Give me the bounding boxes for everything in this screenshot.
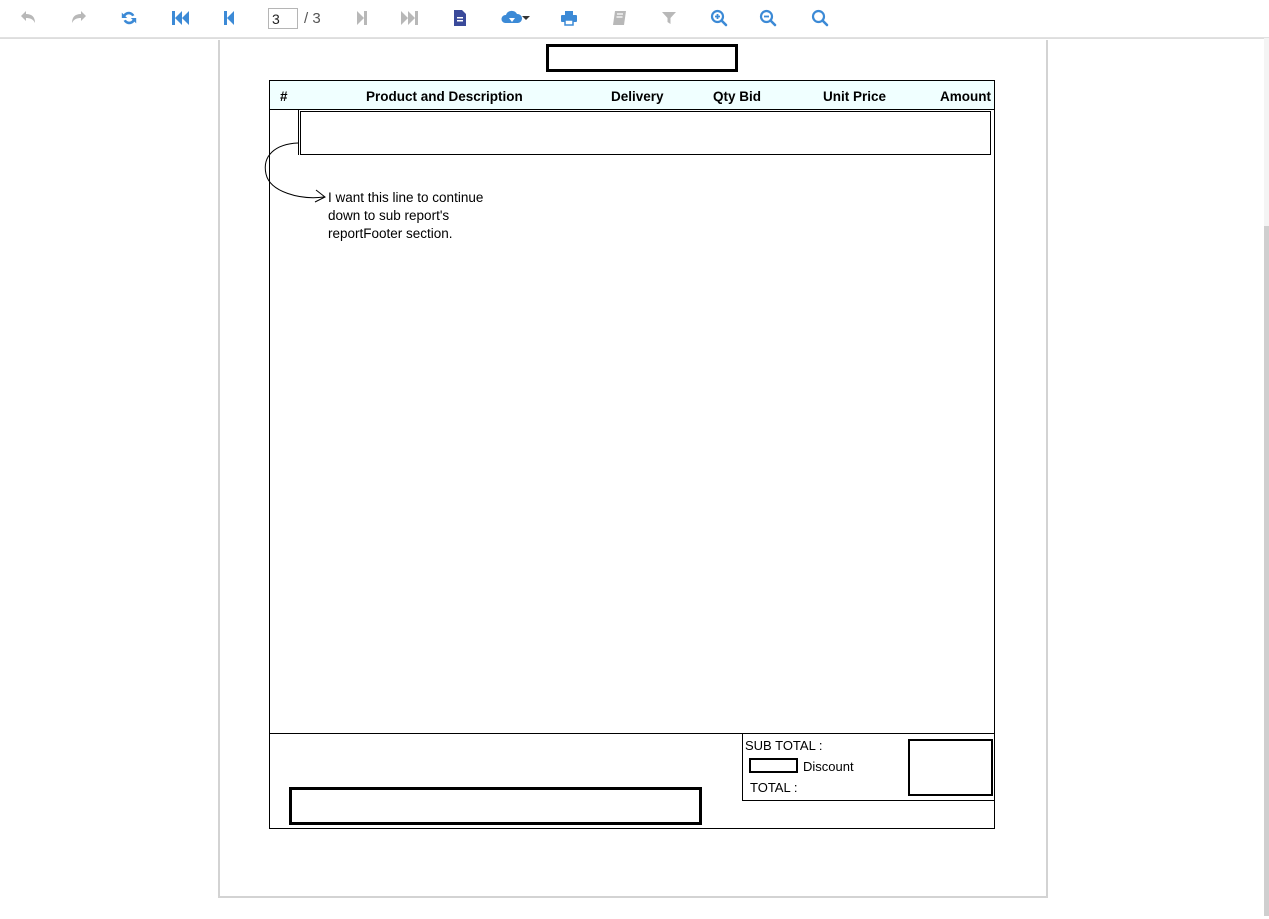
annotation-line: reportFooter section.	[328, 226, 453, 241]
annotation-arrow-icon	[260, 140, 335, 210]
total-label: TOTAL :	[750, 780, 798, 795]
column-header-product: Product and Description	[366, 89, 523, 104]
redo-button[interactable]	[67, 6, 91, 30]
next-page-button[interactable]	[350, 6, 374, 30]
column-header-qty-bid: Qty Bid	[713, 89, 762, 104]
table-header-row	[270, 81, 994, 110]
zoom-out-button[interactable]	[756, 6, 780, 30]
export-icon	[501, 9, 533, 27]
first-page-icon	[170, 9, 190, 27]
next-page-icon	[354, 9, 370, 27]
zoom-button[interactable]	[808, 6, 832, 30]
last-page-button[interactable]	[398, 6, 422, 30]
annotation-line: down to sub report's	[328, 208, 450, 223]
parameters-icon	[661, 10, 677, 26]
subtotal-label: SUB TOTAL :	[745, 738, 823, 753]
print-icon	[560, 9, 578, 27]
first-page-button[interactable]	[168, 6, 192, 30]
refresh-icon	[120, 9, 138, 27]
redacted-title-box	[546, 44, 738, 72]
discount-label: Discount	[803, 759, 854, 774]
column-header-number: #	[280, 89, 288, 104]
column-header-amount: Amount	[940, 89, 991, 104]
document-map-icon	[452, 9, 468, 27]
page-total: / 3	[304, 10, 321, 27]
print-layout-button[interactable]	[608, 6, 632, 30]
annotation-line: I want this line to continue	[328, 190, 484, 205]
redacted-discount-value	[749, 758, 798, 773]
annotation-text	[328, 189, 518, 243]
last-page-icon	[400, 9, 420, 27]
column-header-unit-price: Unit Price	[823, 89, 887, 104]
print-layout-icon	[611, 9, 629, 27]
report-viewer-toolbar	[0, 0, 1269, 38]
refresh-button[interactable]	[117, 6, 141, 30]
undo-icon	[18, 8, 38, 28]
page-number-input[interactable]	[268, 8, 298, 29]
previous-page-icon	[221, 9, 237, 27]
previous-page-button[interactable]	[217, 6, 241, 30]
undo-button[interactable]	[16, 6, 40, 30]
zoom-in-icon	[710, 9, 728, 27]
column-header-delivery: Delivery	[611, 89, 664, 104]
zoom-in-button[interactable]	[707, 6, 731, 30]
redo-icon	[69, 8, 89, 28]
print-button[interactable]	[557, 6, 581, 30]
zoom-icon	[811, 9, 829, 27]
document-map-button[interactable]	[448, 6, 472, 30]
detail-subreport-box	[300, 111, 991, 155]
parameters-button[interactable]	[657, 6, 681, 30]
zoom-out-icon	[759, 9, 777, 27]
redacted-totals-values	[908, 739, 993, 796]
redacted-footer-box	[289, 787, 702, 825]
export-button[interactable]	[500, 6, 534, 30]
scrollbar-thumb[interactable]	[1264, 226, 1269, 916]
